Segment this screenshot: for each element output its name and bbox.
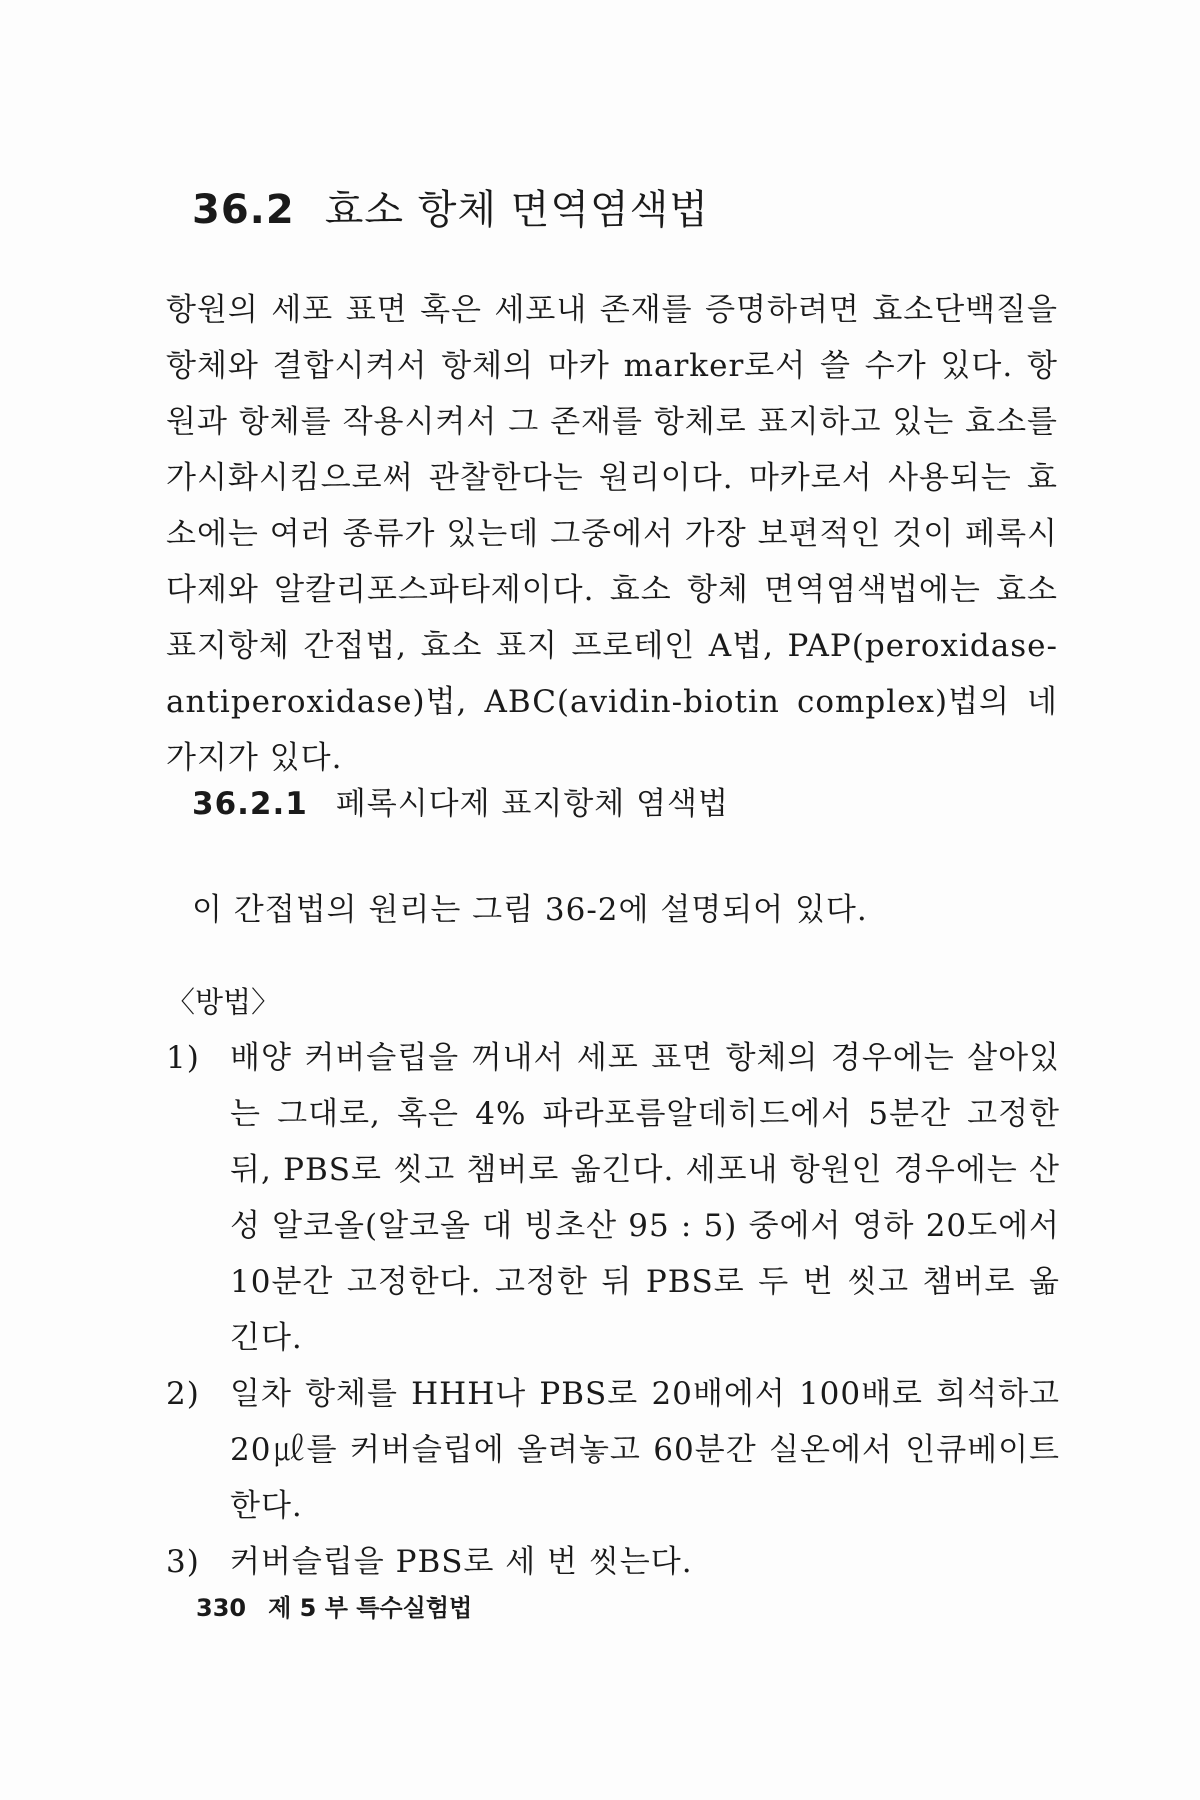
subsection-number: 36.2.1 <box>192 786 308 822</box>
section-heading <box>192 178 709 235</box>
section-number: 36.2 <box>192 187 295 233</box>
section-title: 효소 항체 면역염색법 <box>324 187 709 233</box>
subsection-title: 페록시다제 표지항체 염색법 <box>335 786 729 822</box>
method-label: 〈방법〉 <box>166 985 281 1019</box>
method-step <box>166 1534 1060 1590</box>
step-marker: 3) <box>166 1544 200 1580</box>
subsection-heading <box>192 778 729 823</box>
method-step <box>166 1366 1060 1534</box>
page-number: 330 <box>196 1594 247 1622</box>
method-steps <box>166 1030 1060 1590</box>
step-text: 배양 커버슬립을 꺼내서 세포 표면 항체의 경우에는 살아있는 그대로, 혹은 4% 파라포름알데히드에서 5분간 고정한 뒤, PBS로 씻고 챔버로 옮긴다. 세포내 항원인 경우에는 산성 알코올(알코올 대 빙초산 95 : 5) 중에서 영하 20도에서 10분간 고정한다. 고정한 뒤 PBS로 두 번 씻고 챔버로 옮긴다. <box>230 1040 1060 1356</box>
page-footer <box>196 1588 472 1623</box>
intro-sentence: 이 간접법의 원리는 그림 36-2에 설명되어 있다. <box>192 892 868 928</box>
part-title: 제 5 부 특수실험법 <box>268 1594 473 1622</box>
step-text: 일차 항체를 HHH나 PBS로 20배에서 100배로 희석하고 20㎕를 커버슬립에 올려놓고 60분간 실온에서 인큐베이트한다. <box>230 1376 1060 1524</box>
method-step <box>166 1030 1060 1366</box>
body-paragraph: 항원의 세포 표면 혹은 세포내 존재를 증명하려면 효소단백질을 항체와 결합시켜서 항체의 마카 marker로서 쓸 수가 있다. 항원과 항체를 작용시켜서 그 존재를 항체로 표지하고 있는 효소를 가시화시킴으로써 관찰한다는 원리이다. 마카로서 사용되는 효소에는 여러 종류가 있는데 그중에서 가장 보편적인 것이 페록시다제와 알칼리포스파타제이다. 효소 항체 면역염색법에는 효소 표지항체 간접법, 효소 표지 프로테인 A법, PAP(peroxidase-antiperoxidase)법, ABC(avidin-biotin complex)법의 네 가지가 있다. <box>166 292 1058 776</box>
step-marker: 1) <box>166 1040 200 1076</box>
step-marker: 2) <box>166 1376 200 1412</box>
step-text: 커버슬립을 PBS로 세 번 씻는다. <box>230 1544 693 1580</box>
